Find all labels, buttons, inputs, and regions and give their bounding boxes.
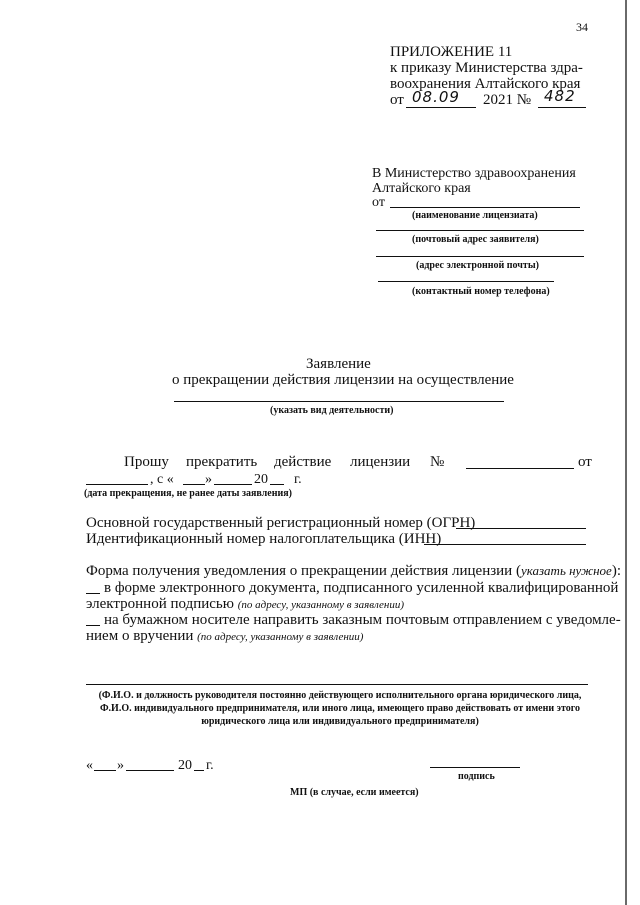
signature-caption: подпись — [458, 771, 495, 782]
option-paper-text-2: нием о вручении (по адресу, указанному в заявлении) — [86, 628, 364, 644]
stamp-caption: МП (в случае, если имеется) — [290, 787, 419, 798]
request-year: 20 — [254, 472, 268, 487]
caption-phone: (контактный номер телефона) — [412, 286, 550, 297]
signer-caption-2: Ф.И.О. индивидуального предпринимателя, или иного лица, имеющего право действовать от имени этого — [99, 703, 581, 714]
notice-heading: Форма получения уведомления о прекращении действия лицензии (указать нужное): — [86, 563, 621, 579]
request-date-close: » — [205, 472, 212, 487]
licensee-name-line — [390, 207, 580, 208]
phone-line — [378, 281, 554, 282]
inn-label: Идентификационный номер налогоплательщика (ИНН) — [86, 531, 442, 547]
annex-number-handwritten: 482 — [544, 87, 576, 105]
option-paper-text: на бумажном носителе направить заказным почтовым отправлением с уведомле- — [104, 612, 621, 628]
caption-licensee-name: (наименование лицензиата) — [412, 210, 538, 221]
annex-line2: воохранения Алтайского края — [390, 76, 581, 92]
caption-postal-address: (почтовый адрес заявителя) — [412, 234, 539, 245]
annex-number-line — [538, 107, 586, 108]
annex-year: 2021 № — [483, 92, 532, 108]
footer-close-quote: » — [117, 758, 124, 773]
caption-email: (адрес электронной почты) — [416, 260, 539, 271]
postal-address-line — [376, 230, 584, 231]
addressee-line2: Алтайского края — [372, 181, 471, 196]
request-date-part: , с « — [150, 472, 174, 487]
annex-date-handwritten: 08.09 — [412, 88, 460, 106]
document-heading: Заявление — [306, 356, 371, 372]
activity-type-line — [174, 401, 504, 402]
request-word-3: действие — [274, 454, 332, 470]
request-from: от — [578, 454, 592, 470]
addressee-from: от — [372, 195, 385, 210]
request-word-1: Прошу — [124, 454, 169, 470]
option-paper-checkbox[interactable] — [86, 625, 100, 626]
termination-month-line — [214, 484, 252, 485]
signer-line — [86, 684, 588, 685]
inn-line — [424, 544, 586, 545]
document-subheading: о прекращении действия лицензии на осуществление — [172, 372, 514, 388]
license-date-line — [86, 484, 148, 485]
annex-line1: к приказу Министерства здра- — [390, 60, 583, 76]
ogrn-line — [456, 528, 586, 529]
page-number: 34 — [576, 20, 588, 34]
signer-caption-3: юридического лица или индивидуального предпринимателя) — [201, 716, 479, 727]
caption-termination-date: (дата прекращения, не ранее даты заявления) — [84, 488, 292, 499]
footer-open-quote: « — [86, 758, 93, 773]
signature-line — [430, 767, 520, 768]
signer-caption-1: (Ф.И.О. и должность руководителя постоянно действующего исполнительного органа юридического лица, — [98, 690, 582, 701]
footer-year-suffix: г. — [206, 758, 214, 773]
addressee-line1: В Министерство здравоохранения — [372, 166, 576, 181]
termination-year-line — [270, 484, 284, 485]
ogrn-label: Основной государственный регистрационный номер (ОГРН) — [86, 515, 476, 531]
email-line — [376, 256, 584, 257]
scan-edge — [625, 0, 627, 905]
annex-title: ПРИЛОЖЕНИЕ 11 — [390, 44, 513, 60]
option-electronic-checkbox[interactable] — [86, 593, 100, 594]
annex-date-prefix: от — [390, 92, 404, 108]
request-word-2: прекратить — [186, 454, 258, 470]
termination-day-line — [183, 484, 205, 485]
license-number-line — [466, 468, 574, 469]
footer-day-line — [94, 770, 116, 771]
option-electronic-text: в форме электронного документа, подписанного усиленной квалифицированной — [104, 580, 619, 596]
annex-date-line — [406, 107, 476, 108]
caption-activity-type: (указать вид деятельности) — [270, 405, 394, 416]
request-year-suffix: г. — [294, 472, 302, 487]
option-electronic-text-2: электронной подписью (по адресу, указанному в заявлении) — [86, 596, 405, 612]
footer-month-line — [126, 770, 174, 771]
footer-year: 20 — [178, 758, 192, 773]
request-word-5: № — [430, 454, 445, 470]
request-word-4: лицензии — [350, 454, 411, 470]
footer-year-line — [194, 770, 204, 771]
